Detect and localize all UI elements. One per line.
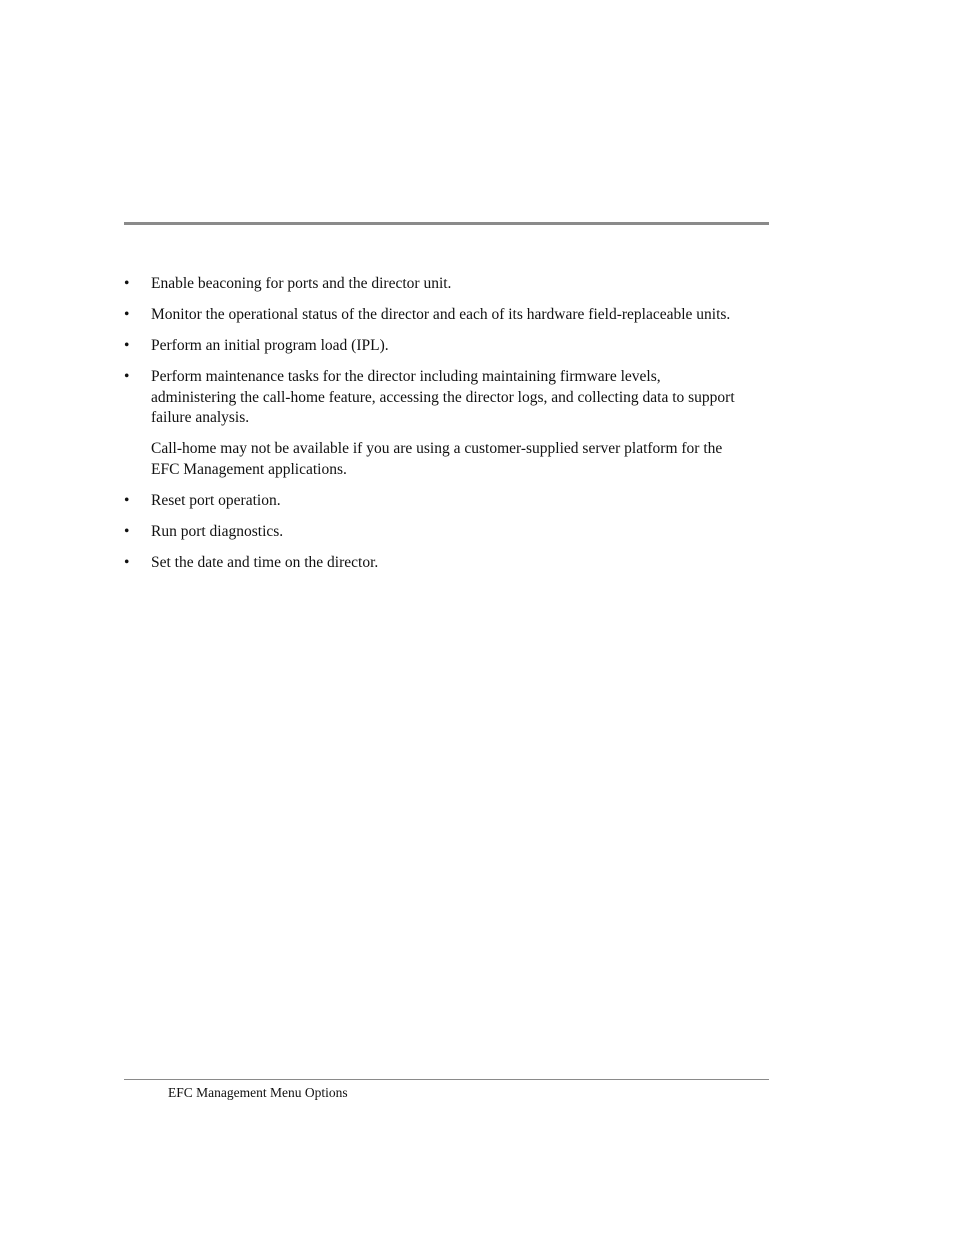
bullet-dot-icon: • [124, 491, 130, 509]
feature-bullet-list [124, 274, 744, 573]
footer-title: EFC Management Menu Options [168, 1085, 348, 1100]
bullet-item-ipl [124, 336, 744, 357]
bullet-dot-icon: • [124, 522, 130, 540]
call-home-note: Call-home may not be available if you are using a customer-supplied server platform for the EFC Management applications. [151, 440, 723, 478]
page-body [124, 274, 744, 573]
bullet-text: Enable beaconing for ports and the director unit. [151, 275, 452, 292]
bullet-text: Run port diagnostics. [151, 522, 284, 540]
bullet-dot-icon: • [124, 553, 130, 571]
bullet-item-reset-port [124, 491, 744, 512]
bullet-text: Perform an initial program load (IPL). [151, 337, 389, 354]
bullet-dot-icon: • [124, 337, 130, 354]
top-horizontal-rule [124, 222, 769, 225]
footer-rule [124, 1079, 769, 1080]
bullet-item-port-diagnostics [124, 522, 744, 543]
bullet-item-date-time [124, 553, 744, 574]
bullet-text: Set the date and time on the director. [151, 553, 379, 571]
bullet-dot-icon: • [124, 368, 130, 385]
bullet-text: Perform maintenance tasks for the director including maintaining firmware levels, administering the call-home feature, accessing the director logs, and collecting data to support failure analysis. [151, 368, 735, 426]
bullet-dot-icon: • [124, 306, 130, 323]
bullet-text: Reset port operation. [151, 491, 281, 509]
bullet-item-maintenance [124, 367, 744, 480]
bullet-text: Monitor the operational status of the director and each of its hardware field-replaceable units. [151, 306, 731, 323]
bullet-item-beaconing [124, 274, 744, 295]
bullet-dot-icon: • [124, 275, 130, 292]
bullet-item-monitor-status [124, 305, 744, 326]
